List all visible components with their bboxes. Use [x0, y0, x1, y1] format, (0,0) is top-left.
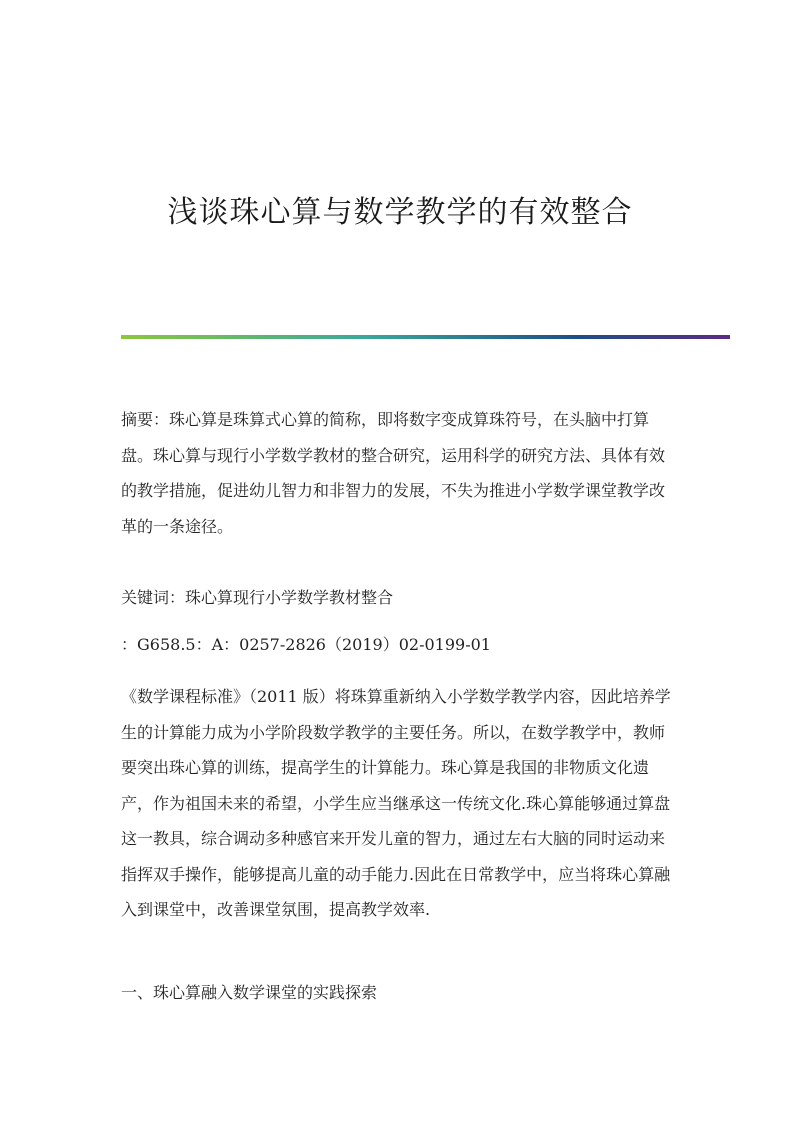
abstract-line: 的教学措施，促进幼儿智力和非智力的发展，不失为推进小学数学课堂教学改 — [121, 481, 666, 500]
body-line: 产，作为祖国未来的希望，小学生应当继承这一传统文化.珠心算能够通过算盘 — [121, 793, 671, 813]
abstract-line: 摘要：珠心算是珠算式心算的简称，即将数字变成算珠符号，在头脑中打算 — [121, 410, 650, 429]
body-line: 生的计算能力成为小学阶段数学教学的主要任务。所以，在数学教学中，教师 — [121, 722, 666, 742]
body-line: 《数学课程标准》（2011 版）将珠算重新纳入小学数学教学内容，因此培养学 — [121, 687, 671, 706]
abstract-line: 革的一条途径。 — [121, 516, 234, 536]
document-title: 浅谈珠心算与数学教学的有效整合 — [167, 195, 633, 230]
title-divider — [121, 335, 730, 339]
body-line: 这一教具，综合调动多种感官来开发儿童的智力，通过左右大脑的同时运动来 — [121, 829, 666, 848]
abstract-paragraph — [121, 402, 681, 544]
classification-line — [121, 627, 681, 663]
keywords-text: 关键词：珠心算现行小学数学教材整合 — [121, 588, 394, 607]
section-heading — [121, 975, 681, 1011]
section-heading-text: 一、珠心算融入数学课堂的实践探索 — [121, 983, 378, 1002]
body-line: 指挥双手操作，能够提高儿童的动手能力.因此在日常教学中，应当将珠心算融 — [121, 864, 671, 884]
keywords-line — [121, 580, 681, 616]
body-paragraph — [121, 679, 681, 928]
abstract-line: 盘。珠心算与现行小学数学教材的整合研究，运用科学的研究方法、具体有效 — [121, 445, 666, 465]
classification-text: ：G658.5：A：0257-2826（2019）02-0199-01 — [121, 635, 491, 654]
body-line: 入到课堂中，改善课堂氛围，提高教学效率. — [121, 900, 431, 919]
body-line: 要突出珠心算的训练，提高学生的计算能力。珠心算是我国的非物质文化遗 — [121, 758, 650, 777]
